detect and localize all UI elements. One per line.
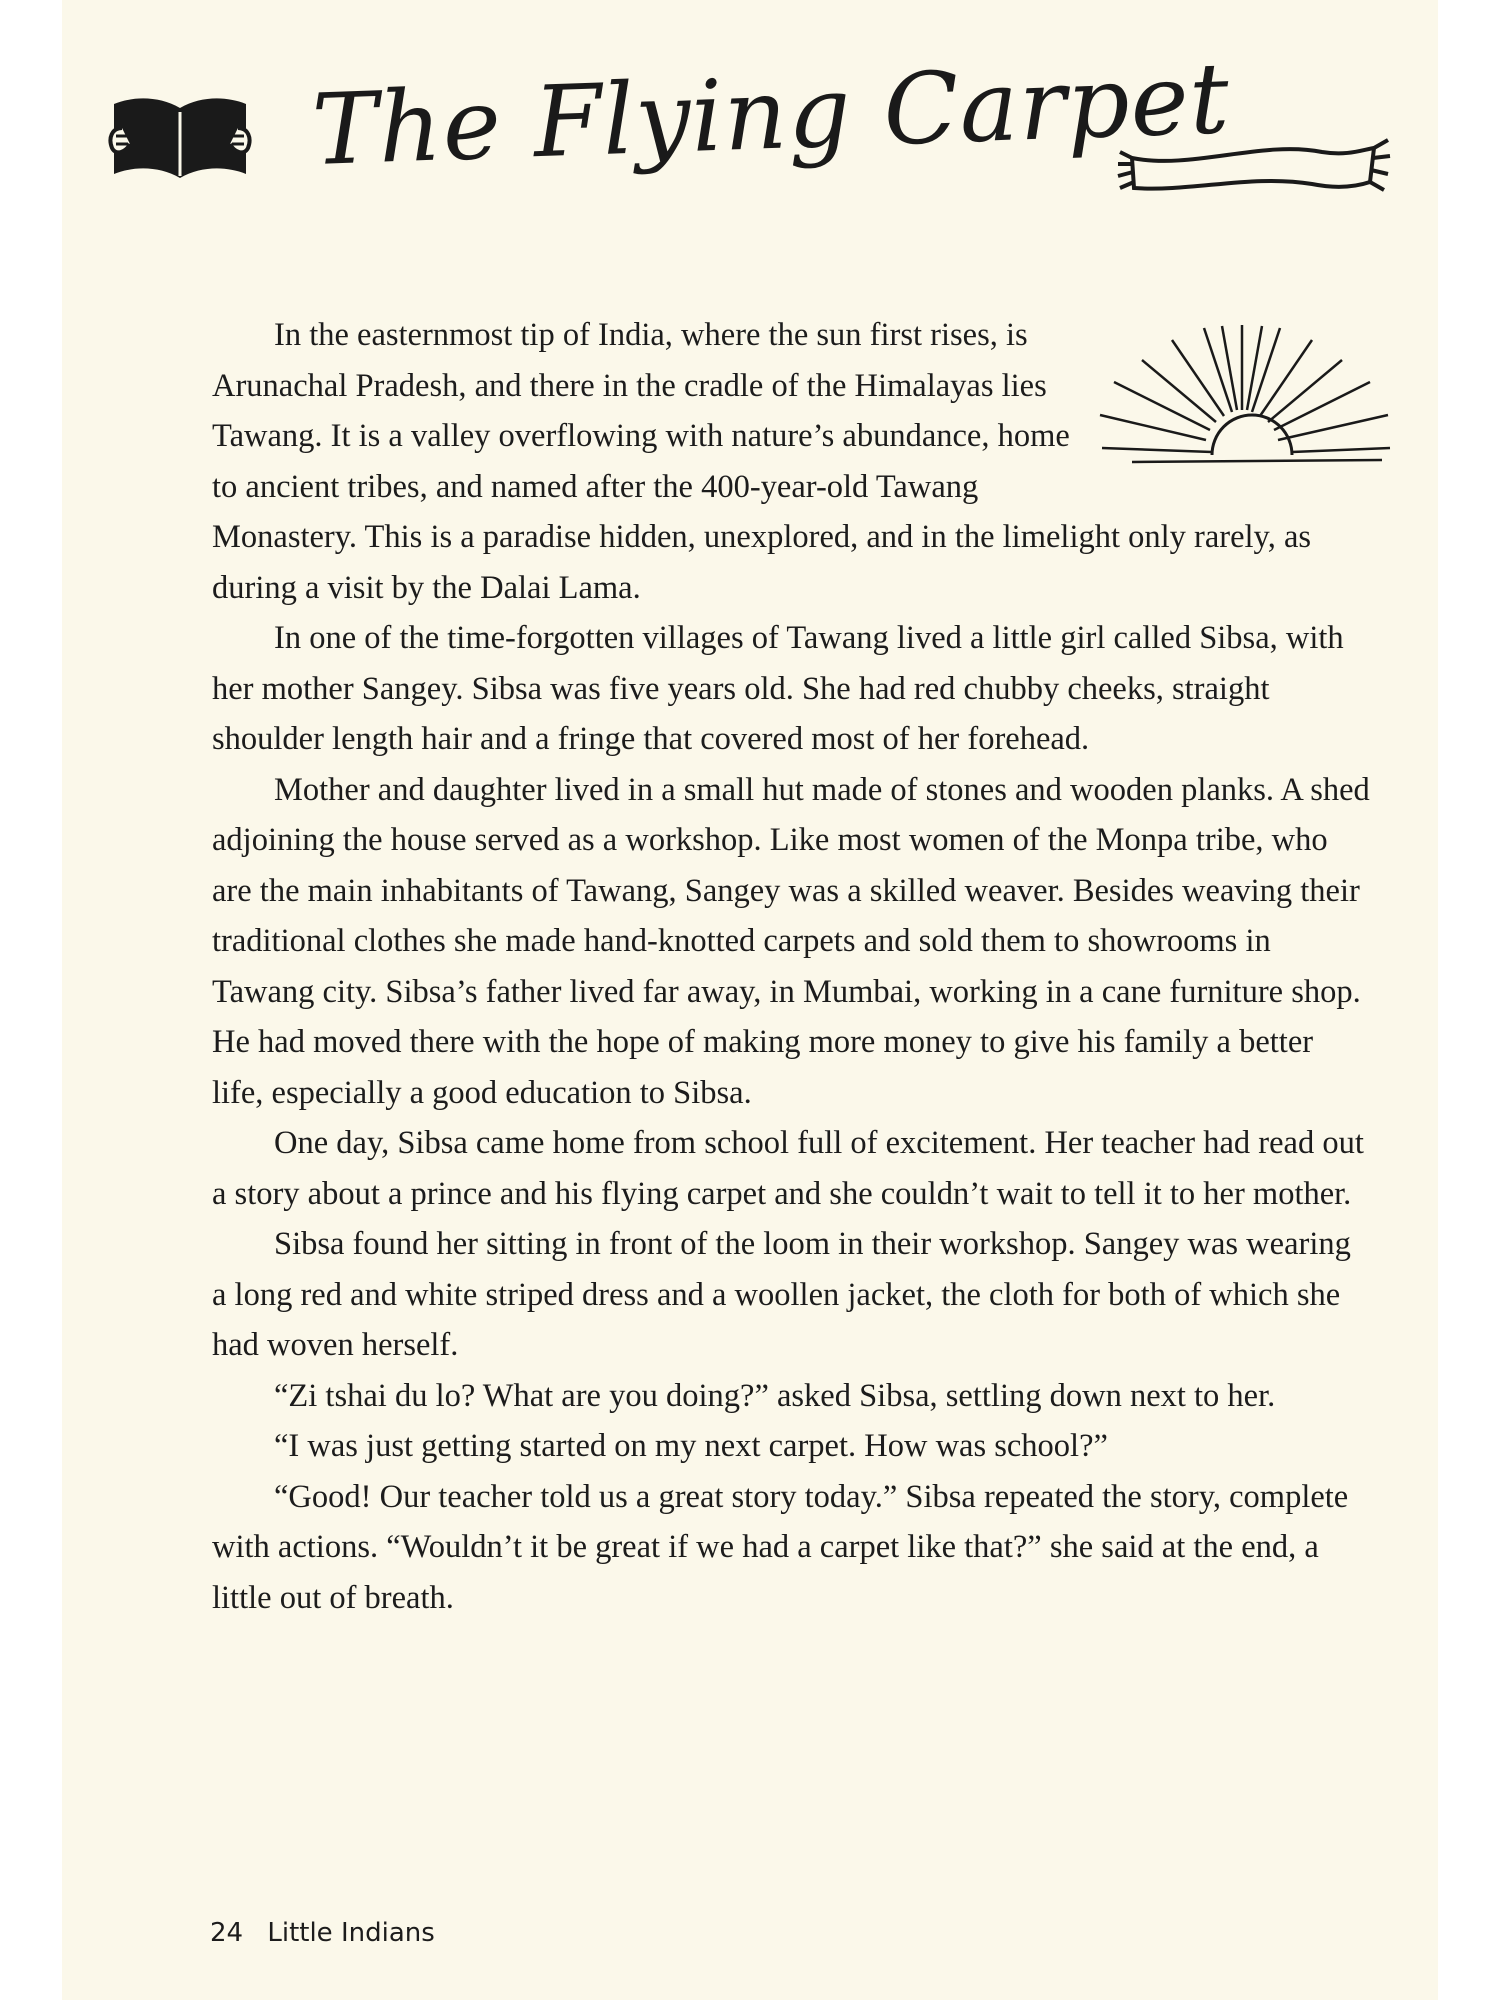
paragraph: Sibsa found her sitting in front of the loom in their workshop. Sangey was wearing a long red and white striped dress and a woollen jacket, the cloth for both of which she had woven herself. — [212, 1226, 1351, 1363]
open-book-icon — [104, 88, 256, 188]
paragraph: In one of the time-forgotten villages of Tawang lived a little girl called Sibsa, with her mother Sangey. Sibsa was five years old. She had red chubby cheeks, straight shoulder length hair and a fringe that covered most of her forehead. — [212, 620, 1344, 757]
paragraph: Mother and daughter lived in a small hut made of stones and wooden planks. A shed adjoining the house served as a workshop. Like most women of the Monpa tribe, who are the main inhabitants of Tawang, Sangey was a skilled weaver. Besides weaving their traditional clothes she made hand-knotted carpets and sold them to showrooms in Tawang city. Sibsa’s father lived far away, in Mumbai, working in a cane furniture shop. He had moved there with the hope of making more money to give his family a better life, especially a good education to Sibsa. — [212, 771, 1370, 1111]
book-title: Little Indians — [267, 1918, 435, 1948]
paragraph: “Good! Our teacher told us a great story today.” Sibsa repeated the story, complete with actions. “Wouldn’t it be great if we had a carpet like that?” she said at the end, a little out of breath. — [212, 1478, 1349, 1616]
illustration-space — [1072, 310, 1372, 510]
paragraph: One day, Sibsa came home from school full of excitement. Her teacher had read out a story about a prince and his flying carpet and she couldn’t wait to tell it to her mother. — [212, 1125, 1364, 1212]
scarf-doodle-icon — [1112, 130, 1392, 210]
page-number: 24 — [210, 1918, 244, 1948]
story-text — [212, 310, 1372, 1623]
paragraph: In the easternmost tip of India, where the sun first rises, is Arunachal Pradesh, and there in the cradle of the Himalayas lies Tawang. It is a valley overflowing with nature’s abundance, home to ancient tribes, and named after the 400-year-old Tawang Monastery. This is a paradise hidden, unexplored, and in the limelight only rarely, as during a visit by the Dalai Lama. — [212, 317, 1312, 606]
paragraph: “I was just getting started on my next carpet. How was school?” — [274, 1428, 1108, 1464]
page-title: The Flying Carpet — [310, 42, 1232, 188]
book-page — [62, 0, 1438, 2000]
page-footer — [210, 1918, 435, 1948]
paragraph: “Zi tshai du lo? What are you doing?” asked Sibsa, settling down next to her. — [274, 1377, 1276, 1414]
